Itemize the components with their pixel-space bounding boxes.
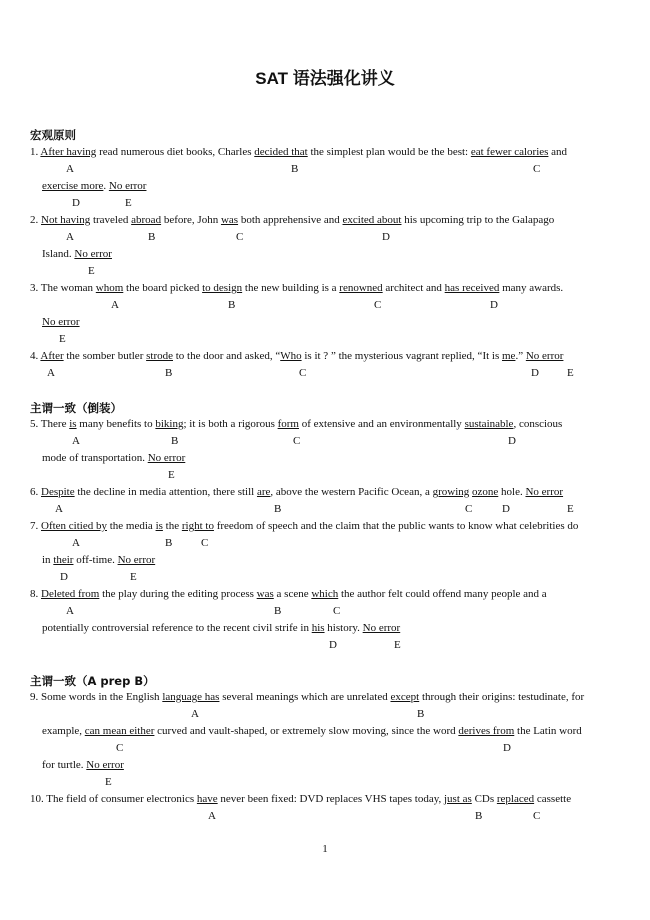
question-text-line — [42, 180, 146, 193]
choice-letter-label: B — [417, 708, 425, 720]
choice-letter-label: A — [208, 810, 216, 822]
choice-letter-label: E — [88, 265, 95, 277]
choice-letter-label: A — [66, 605, 74, 617]
sentence-text: read numerous diet books, Charles — [96, 146, 255, 158]
sentence-text: the decline in media attention, there still — [74, 486, 257, 498]
sentence-text: before, John — [161, 214, 221, 226]
choice-letter-label: C — [533, 810, 541, 822]
question-text-line — [42, 452, 185, 465]
choice-letter-label: A — [72, 537, 80, 549]
choice-letter-label: C — [374, 299, 382, 311]
choice-letter-label: E — [105, 776, 112, 788]
choice-letter-label: A — [55, 503, 63, 515]
choice-letter-label: B — [165, 537, 173, 549]
underlined-answer-choice: excited about — [342, 214, 402, 226]
underlined-answer-choice: replaced — [496, 793, 535, 805]
sentence-text: the media — [106, 520, 156, 532]
sentence-text: ; it is both a rigorous — [183, 418, 278, 430]
underlined-answer-choice: was — [256, 588, 274, 600]
underlined-answer-choice: No error — [525, 486, 564, 498]
choice-letter-label: B — [475, 810, 483, 822]
question-text-line — [30, 350, 563, 363]
underlined-answer-choice: growing — [432, 486, 470, 498]
sentence-text: the — [162, 520, 182, 532]
underlined-answer-choice: which — [311, 588, 339, 600]
underlined-answer-choice: to design — [202, 282, 243, 294]
sentence-text: 8. — [30, 588, 41, 600]
underlined-answer-choice: No error — [147, 452, 186, 464]
question-text-line — [30, 520, 578, 533]
sentence-text: the somber butler — [63, 350, 147, 362]
sentence-text: , above the western Pacific Ocean, a — [270, 486, 433, 498]
choice-letter-label: A — [72, 435, 80, 447]
choice-letter-label: A — [66, 231, 74, 243]
sentence-text: the Latin word — [514, 725, 582, 737]
underlined-answer-choice: No error — [362, 622, 401, 634]
underlined-answer-choice: After — [40, 350, 64, 362]
sentence-text: and — [548, 146, 568, 158]
sentence-text: mode of transportation. — [42, 452, 148, 464]
underlined-answer-choice: is — [155, 520, 163, 532]
choice-letter-label: C — [293, 435, 301, 447]
sentence-text: many awards. — [499, 282, 564, 294]
underlined-answer-choice: eat fewer calories — [470, 146, 549, 158]
choice-letter-label: E — [567, 367, 574, 379]
choice-letter-label: A — [66, 163, 74, 175]
sentence-text: 6. — [30, 486, 41, 498]
question-text-line — [42, 554, 155, 567]
question-text-line — [42, 725, 582, 738]
sentence-text: 7. — [30, 520, 41, 532]
sentence-text: history. — [324, 622, 363, 634]
underlined-answer-choice: strode — [146, 350, 173, 362]
choice-letter-label: C — [333, 605, 341, 617]
underlined-answer-choice: sustainable — [464, 418, 514, 430]
choice-letter-label: E — [130, 571, 137, 583]
sentence-text: 3. The woman — [30, 282, 96, 294]
choice-letter-label: B — [291, 163, 299, 175]
sentence-text: his upcoming trip to the Galapago — [401, 214, 555, 226]
underlined-answer-choice: have — [196, 793, 218, 805]
underlined-answer-choice: No error — [108, 180, 147, 192]
underlined-answer-choice: No error — [42, 316, 80, 328]
sentence-text: through their origins: testudinate, for — [419, 691, 585, 703]
page-number: 1 — [322, 843, 328, 855]
question-text-line — [42, 248, 112, 261]
question-text-line — [30, 793, 571, 806]
underlined-answer-choice: derives from — [458, 725, 515, 737]
underlined-answer-choice: me — [502, 350, 516, 362]
sentence-text: 9. Some words in the English — [30, 691, 163, 703]
underlined-answer-choice: No error — [74, 248, 112, 260]
sentence-text: is it ? ” the mysterious vagrant replied, “It is — [301, 350, 502, 362]
sentence-text: 1. — [30, 146, 41, 158]
sentence-text: never been fixed: DVD replaces VHS tapes today, — [217, 793, 444, 805]
choice-letter-label: B — [228, 299, 236, 311]
sentence-text: many benefits to — [76, 418, 156, 430]
choice-letter-label: E — [59, 333, 66, 345]
sentence-text: 5. There — [30, 418, 70, 430]
choice-letter-label: D — [531, 367, 539, 379]
underlined-answer-choice: renowned — [339, 282, 383, 294]
underlined-answer-choice: No error — [117, 554, 156, 566]
sentence-text: hole. — [498, 486, 526, 498]
choice-letter-label: D — [503, 742, 511, 754]
underlined-answer-choice: Not having — [41, 214, 91, 226]
choice-letter-label: C — [116, 742, 124, 754]
underlined-answer-choice: has received — [444, 282, 500, 294]
choice-letter-label: B — [171, 435, 179, 447]
choice-letter-label: C — [201, 537, 209, 549]
sentence-text: curved and vault-shaped, or extremely slow moving, since the word — [154, 725, 459, 737]
underlined-answer-choice: ozone — [472, 486, 499, 498]
underlined-answer-choice: language has — [162, 691, 220, 703]
underlined-answer-choice: their — [53, 554, 74, 566]
sentence-text: the new building is a — [242, 282, 340, 294]
sentence-text: CDs — [471, 793, 497, 805]
question-text-line — [30, 486, 563, 499]
choice-letter-label: C — [236, 231, 244, 243]
question-text-line — [30, 214, 554, 227]
choice-letter-label: D — [508, 435, 516, 447]
sentence-text: cassette — [534, 793, 572, 805]
sentence-text: off-time. — [73, 554, 118, 566]
section-heading-agreement-a-prep-b: 主谓一致（A prep B） — [30, 674, 155, 688]
sentence-text: for turtle. — [42, 759, 87, 771]
underlined-answer-choice: just as — [444, 793, 472, 805]
underlined-answer-choice: are — [256, 486, 271, 498]
underlined-answer-choice: No error — [86, 759, 124, 771]
question-text-line — [30, 588, 547, 601]
sentence-text: , conscious — [513, 418, 563, 430]
choice-letter-label: A — [111, 299, 119, 311]
sentence-text: . — [103, 180, 109, 192]
choice-letter-label: D — [60, 571, 68, 583]
sentence-text: both apprehensive and — [238, 214, 343, 226]
choice-letter-label: C — [533, 163, 541, 175]
page-title: SAT 语法强化讲义 — [255, 69, 395, 88]
sentence-text: a scene — [273, 588, 312, 600]
sentence-text: architect and — [382, 282, 445, 294]
choice-letter-label: D — [329, 639, 337, 651]
choice-letter-label: E — [168, 469, 175, 481]
sentence-text: 4. — [30, 350, 41, 362]
question-text-line — [42, 316, 80, 329]
sentence-text: Island. — [42, 248, 75, 260]
underlined-answer-choice: Deleted from — [41, 588, 100, 600]
underlined-answer-choice: decided that — [254, 146, 308, 158]
question-text-line — [42, 622, 400, 635]
question-text-line — [30, 146, 567, 159]
underlined-answer-choice: Who — [280, 350, 302, 362]
underlined-answer-choice: whom — [95, 282, 124, 294]
question-text-line — [42, 759, 124, 772]
choice-letter-label: D — [72, 197, 80, 209]
underlined-answer-choice: except — [390, 691, 420, 703]
choice-letter-label: B — [274, 503, 282, 515]
sentence-text: 2. — [30, 214, 41, 226]
choice-letter-label: B — [274, 605, 282, 617]
section-heading-agreement-inversion: 主谓一致（倒装） — [30, 401, 122, 415]
sentence-text: several meanings which are unrelated — [219, 691, 391, 703]
question-text-line — [30, 282, 563, 295]
underlined-answer-choice: form — [277, 418, 299, 430]
choice-letter-label: E — [125, 197, 132, 209]
choice-letter-label: D — [490, 299, 498, 311]
underlined-answer-choice: his — [311, 622, 325, 634]
section-heading-macro-principles: 宏观原则 — [30, 128, 76, 142]
sentence-text: the simplest plan would be the best: — [307, 146, 471, 158]
choice-letter-label: C — [465, 503, 473, 515]
sentence-text: potentially controversial reference to the recent civil strife in — [42, 622, 312, 634]
choice-letter-label: E — [394, 639, 401, 651]
question-text-line — [30, 691, 584, 704]
underlined-answer-choice: was — [220, 214, 239, 226]
underlined-answer-choice: Often citied by — [41, 520, 107, 532]
sentence-text: example, — [42, 725, 85, 737]
sentence-text: freedom of speech and the claim that the public wants to know what celebrities do — [213, 520, 579, 532]
choice-letter-label: A — [191, 708, 199, 720]
underlined-answer-choice: is — [69, 418, 77, 430]
underlined-answer-choice: right to — [181, 520, 214, 532]
choice-letter-label: B — [148, 231, 156, 243]
underlined-answer-choice: can mean either — [84, 725, 155, 737]
question-text-line — [30, 418, 562, 431]
choice-letter-label: C — [299, 367, 307, 379]
choice-letter-label: E — [567, 503, 574, 515]
sentence-text: in — [42, 554, 54, 566]
choice-letter-label: B — [165, 367, 173, 379]
sentence-text: traveled — [90, 214, 132, 226]
choice-letter-label: D — [502, 503, 510, 515]
sentence-text: 10. The field of consumer electronics — [30, 793, 197, 805]
choice-letter-label: A — [47, 367, 55, 379]
underlined-answer-choice: No error — [525, 350, 564, 362]
sentence-text: the play during the editing process — [99, 588, 257, 600]
choice-letter-label: D — [382, 231, 390, 243]
underlined-answer-choice: After having — [40, 146, 97, 158]
sentence-text: of extensive and an environmentally — [299, 418, 465, 430]
sentence-text: .” — [515, 350, 526, 362]
sentence-text: the author felt could offend many people and a — [338, 588, 547, 600]
underlined-answer-choice: abroad — [131, 214, 162, 226]
underlined-answer-choice: biking — [155, 418, 184, 430]
sentence-text: the board picked — [123, 282, 203, 294]
underlined-answer-choice: Despite — [41, 486, 75, 498]
sentence-text: to the door and asked, “ — [173, 350, 281, 362]
underlined-answer-choice: exercise more — [42, 180, 104, 192]
